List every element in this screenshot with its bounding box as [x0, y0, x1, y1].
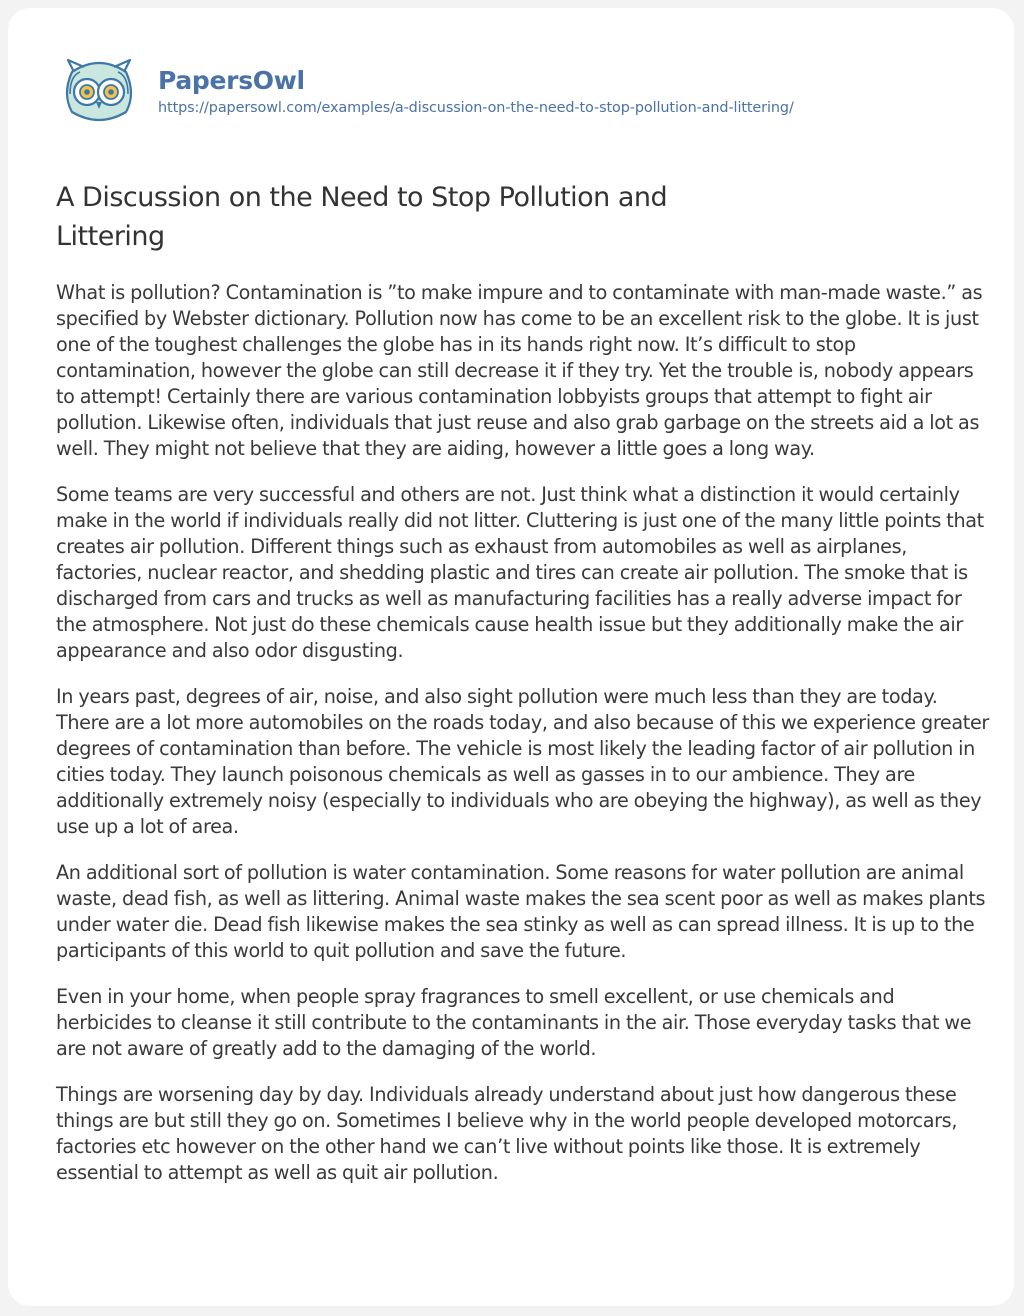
essay-paragraph: Some teams are very successful and others are not. Just think what a distinction it would certainly make in the world if individuals really did not litter. Cluttering is just one of the many little points that creates air pollution. Different things such as exhaust from automobiles as well as airplanes, factories, nuclear reactor, and shedding plastic and tires can create air pollution. The smoke that is discharged from cars and trucks as well as manufacturing facilities has a really adverse impact for the atmosphere. Not just do these chemicals cause health issue but they additionally make the air appearance and also odor disgusting.: [56, 483, 984, 662]
source-url[interactable]: https://papersowl.com/examples/a-discussion-on-the-need-to-stop-pollution-and-littering/: [158, 100, 794, 116]
document-card: [8, 8, 1014, 1306]
essay-title: A Discussion on the Need to Stop Pollution and Littering: [56, 182, 668, 252]
header: [56, 66, 794, 136]
essay-paragraph: Things are worsening day by day. Individuals already understand about just how dangerous these things are but still they go on. Sometimes I believe why in the world people developed motorcars, factories etc however on the other hand we can’t live without points like those. It is extremely essential to attempt as well as quit air pollution.: [56, 1083, 958, 1184]
essay-paragraph: In years past, degrees of air, noise, and also sight pollution were much less than they are today. There are a lot more automobiles on the roads today, and also because of this we experience greater degrees of contamination than before. The vehicle is most likely the leading factor of air pollution in cities today. They launch poisonous chemicals as well as gasses in to our ambience. They are additionally extremely noisy (especially to individuals who are obeying the highway), as well as they use up a lot of area.: [56, 685, 989, 838]
brand-name[interactable]: PapersOwl: [158, 66, 305, 95]
essay-body: [56, 280, 990, 1206]
brand: [158, 66, 794, 117]
essay-paragraph: An additional sort of pollution is water contamination. Some reasons for water pollution are animal waste, dead fish, as well as littering. Animal waste makes the sea scent poor as well as makes plants under water die. Dead fish likewise makes the sea stinky as well as can spread illness. It is up to the participants of this world to quit pollution and save the future.: [56, 861, 986, 962]
essay-paragraph: What is pollution? Contamination is ”to make impure and to contaminate with man-made waste.” as specified by Webster dictionary. Pollution now has come to be an excellent risk to the globe. It is just one of the toughest challenges the globe has in its hands right now. It’s difficult to stop contamination, however the globe can still decrease it if they try. Yet the trouble is, nobody appears to attempt! Certainly there are various contamination lobbyists groups that attempt to fight air pollution. Likewise often, individuals that just reuse and also grab garbage on the streets aid a lot as well. They might not believe that they are aiding, however a little goes a long way.: [56, 281, 983, 460]
essay-paragraph: Even in your home, when people spray fragrances to smell excellent, or use chemicals and herbicides to cleanse it still contribute to the contaminants in the air. Those everyday tasks that we are not aware of greatly add to the damaging of the world.: [56, 985, 972, 1060]
owl-logo-icon: [56, 54, 142, 124]
